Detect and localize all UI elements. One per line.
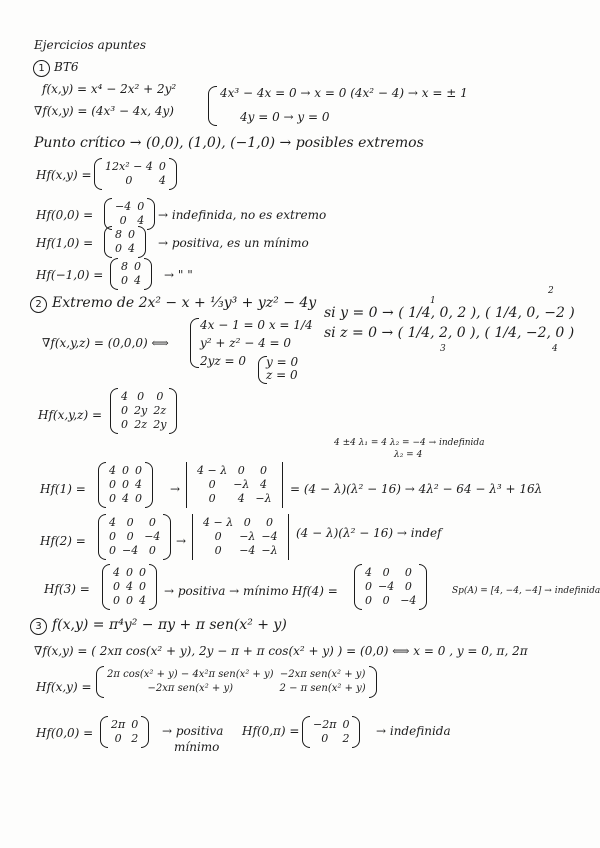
matrix-cell: 0 bbox=[404, 566, 412, 579]
page-header: Ejercicios apuntes bbox=[34, 38, 147, 52]
matrix-cell: 0 bbox=[137, 200, 145, 213]
ex2-h3-matrix bbox=[102, 566, 157, 608]
matrix-cell: 0 bbox=[135, 464, 142, 477]
ex2-case-z0: si z = 0 → ( 1/4, 2, 0 ), ( 1/4, −2, 0 ) bbox=[324, 325, 575, 341]
ex2-h1-determinant bbox=[186, 464, 283, 506]
ex1-critical-points: Punto crítico → (0,0), (1,0), (−1,0) → posibles extremos bbox=[34, 135, 424, 151]
matrix-cell: 4 bbox=[158, 174, 166, 187]
ex2-gradient: ∇f(x,y,z) = (0,0,0) ⟺ bbox=[42, 336, 169, 350]
ex3-h00-note: → positiva bbox=[162, 724, 224, 738]
ex2-system-eq2: y² + z² − 4 = 0 bbox=[200, 336, 292, 350]
matrix-cell: 0 bbox=[382, 594, 390, 607]
ex1-h10-label: Hf(1,0) = bbox=[36, 236, 94, 250]
matrix-cell: 0 bbox=[134, 260, 141, 273]
matrix-cell: −2π bbox=[313, 718, 337, 731]
matrix-cell: 2π bbox=[111, 718, 126, 731]
ex1-hm10-label: Hf(−1,0) = bbox=[36, 268, 104, 282]
ex2-system-eq3: 2yz = 0 bbox=[200, 354, 247, 368]
exercise-1-label: BT6 bbox=[54, 60, 79, 74]
matrix-cell: 0 bbox=[122, 478, 129, 491]
ex2-h3-label: Hf(3) = bbox=[44, 582, 90, 596]
matrix-cell: 0 bbox=[208, 478, 216, 491]
ex1-system-eq2: 4y = 0 → y = 0 bbox=[240, 110, 330, 124]
matrix-cell: 4 bbox=[122, 492, 129, 505]
matrix-cell: 4 bbox=[137, 214, 145, 227]
matrix-cell: 0 bbox=[208, 492, 216, 505]
ex2-h3-note: → positiva → mínimo bbox=[164, 584, 289, 598]
ex2-h1-label: Hf(1) = bbox=[40, 482, 86, 496]
matrix-cell: 4 bbox=[139, 594, 146, 607]
matrix-cell: 4 bbox=[121, 390, 128, 403]
matrix-cell: 0 bbox=[214, 544, 222, 557]
ex2-h1-arrow: → bbox=[170, 482, 181, 496]
matrix-cell: 0 bbox=[114, 732, 122, 745]
ex1-hessian-matrix bbox=[94, 160, 177, 188]
ex3-hessian-matrix bbox=[96, 668, 377, 696]
ex2-point-index-4: 4 bbox=[552, 344, 558, 354]
ex3-h00-matrix bbox=[100, 718, 149, 746]
matrix-cell: −λ bbox=[233, 478, 250, 491]
ex2-hessian-label: Hf(x,y,z) = bbox=[38, 408, 103, 422]
matrix-cell: −4 bbox=[239, 544, 256, 557]
matrix-cell: 0 bbox=[214, 530, 222, 543]
exercise-2-number: 2 bbox=[30, 296, 47, 313]
ex2-point-index-2: 2 bbox=[548, 286, 554, 296]
matrix-cell: 0 bbox=[109, 544, 116, 557]
matrix-cell: 0 bbox=[156, 390, 164, 403]
matrix-cell: 2z bbox=[134, 418, 147, 431]
ex2-h2-result: (4 − λ)(λ² − 16) → indef bbox=[296, 526, 442, 540]
matrix-cell: 0 bbox=[139, 566, 146, 579]
ex2-h1-result: = (4 − λ)(λ² − 16) → 4λ² − 64 − λ³ + 16λ bbox=[290, 482, 543, 496]
matrix-cell: 0 bbox=[109, 530, 116, 543]
matrix-cell: 0 bbox=[137, 390, 145, 403]
ex1-function: f(x,y) = x⁴ − 2x² + 2y² bbox=[42, 82, 177, 96]
matrix-cell: 0 bbox=[126, 566, 133, 579]
ex1-gradient: ∇f(x,y) = (4x³ − 4x, 4y) bbox=[34, 104, 174, 118]
ex2-sub-y: y = 0 bbox=[266, 355, 299, 369]
ex2-eigen-sub: λ₂ = 4 bbox=[394, 450, 423, 460]
ex1-h10-note: → positiva, es un mínimo bbox=[158, 236, 309, 250]
exercise-3-number: 3 bbox=[30, 618, 47, 635]
matrix-cell: −4 bbox=[378, 580, 395, 593]
ex2-h4-label: Hf(4) = bbox=[292, 584, 338, 598]
ex3-h0pi-note: → indefinida bbox=[376, 724, 451, 738]
matrix-cell: 4 bbox=[135, 478, 142, 491]
ex2-h2-determinant bbox=[192, 516, 289, 558]
ex2-h2-label: Hf(2) = bbox=[40, 534, 86, 548]
matrix-cell: 2 bbox=[342, 732, 350, 745]
ex2-point-index-1: 1 bbox=[430, 296, 436, 306]
exercise-1-number: 1 bbox=[33, 60, 50, 77]
matrix-cell: 0 bbox=[121, 418, 128, 431]
matrix-cell: 0 bbox=[121, 404, 128, 417]
ex1-hm10-note: → " " bbox=[164, 268, 193, 282]
matrix-cell: 4 bbox=[259, 478, 267, 491]
ex3-hessian-label: Hf(x,y) = bbox=[36, 680, 92, 694]
matrix-cell: 8 bbox=[115, 228, 122, 241]
matrix-cell: 0 bbox=[404, 580, 412, 593]
matrix-cell: 4 bbox=[109, 464, 116, 477]
ex2-hessian-matrix bbox=[110, 390, 177, 432]
ex2-title: Extremo de 2x² − x + ⅓y³ + yz² − 4y bbox=[52, 295, 317, 311]
matrix-cell: 4 bbox=[365, 566, 372, 579]
matrix-cell: 0 bbox=[243, 516, 251, 529]
ex1-hm10-matrix bbox=[110, 260, 152, 288]
matrix-cell: 0 bbox=[115, 242, 122, 255]
matrix-cell: 0 bbox=[126, 516, 134, 529]
matrix-cell: 0 bbox=[125, 174, 133, 187]
matrix-cell: 0 bbox=[113, 580, 120, 593]
matrix-cell: 2z bbox=[153, 404, 167, 417]
matrix-cell: 2y bbox=[153, 418, 167, 431]
matrix-cell: 4 bbox=[134, 274, 141, 287]
ex2-h4-matrix bbox=[354, 566, 427, 608]
ex2-point-index-3: 3 bbox=[440, 344, 446, 354]
ex1-h00-label: Hf(0,0) = bbox=[36, 208, 94, 222]
ex2-system-eq1: 4x − 1 = 0 x = 1/4 bbox=[200, 318, 313, 332]
matrix-cell: −λ bbox=[261, 544, 278, 557]
matrix-cell: 0 bbox=[266, 516, 274, 529]
matrix-cell: −4 bbox=[261, 530, 278, 543]
ex1-hessian-label: Hf(x,y) = bbox=[36, 168, 92, 182]
matrix-cell: 0 bbox=[126, 530, 134, 543]
matrix-cell: −2xπ sen(x² + y) bbox=[147, 683, 233, 694]
matrix-cell: 8 bbox=[121, 260, 128, 273]
matrix-cell: 0 bbox=[131, 718, 139, 731]
ex2-eigen-values: 4 ±4 λ₁ = 4 λ₂ = −4 → indefinida bbox=[334, 438, 485, 448]
matrix-cell: 2 bbox=[131, 732, 139, 745]
matrix-cell: −4 bbox=[400, 594, 417, 607]
matrix-cell: 0 bbox=[119, 214, 127, 227]
ex3-h0pi-label: Hf(0,π) = bbox=[242, 724, 300, 738]
matrix-cell: 0 bbox=[121, 274, 128, 287]
matrix-cell: 4 bbox=[113, 566, 120, 579]
ex3-h00-label: Hf(0,0) = bbox=[36, 726, 94, 740]
ex3-h0pi-matrix bbox=[302, 718, 360, 746]
matrix-cell: −λ bbox=[239, 530, 256, 543]
matrix-cell: 0 bbox=[148, 516, 156, 529]
ex1-system-brace bbox=[208, 86, 217, 126]
matrix-cell: 0 bbox=[342, 718, 350, 731]
ex2-h2-matrix bbox=[98, 516, 171, 558]
matrix-cell: 4 bbox=[109, 516, 116, 529]
matrix-cell: 0 bbox=[109, 478, 116, 491]
matrix-cell: 0 bbox=[259, 464, 267, 477]
matrix-cell: 0 bbox=[158, 160, 166, 173]
matrix-cell: 0 bbox=[382, 566, 390, 579]
matrix-cell: 4 bbox=[237, 492, 245, 505]
matrix-cell: 0 bbox=[365, 594, 372, 607]
matrix-cell: 0 bbox=[321, 732, 329, 745]
matrix-cell: 0 bbox=[139, 580, 146, 593]
matrix-cell: 0 bbox=[128, 228, 135, 241]
ex3-h00-note-2: mínimo bbox=[174, 740, 220, 754]
matrix-cell: 0 bbox=[148, 544, 156, 557]
matrix-cell: 0 bbox=[113, 594, 120, 607]
matrix-cell: 4 − λ bbox=[197, 464, 228, 477]
ex1-system-eq1: 4x³ − 4x = 0 → x = 0 (4x² − 4) → x = ± 1 bbox=[220, 86, 468, 100]
matrix-cell: 0 bbox=[126, 594, 133, 607]
ex2-system-brace bbox=[190, 318, 199, 368]
matrix-cell: 0 bbox=[237, 464, 245, 477]
matrix-cell: 4 bbox=[128, 242, 135, 255]
matrix-cell: 0 bbox=[365, 580, 372, 593]
ex2-h1-matrix bbox=[98, 464, 153, 506]
matrix-cell: −4 bbox=[115, 200, 132, 213]
matrix-cell: −2xπ sen(x² + y) bbox=[279, 669, 366, 680]
ex2-sub-z: z = 0 bbox=[266, 368, 298, 382]
matrix-cell: 0 bbox=[135, 492, 142, 505]
ex1-h00-note: → indefinida, no es extremo bbox=[158, 208, 327, 222]
matrix-cell: 4 bbox=[126, 580, 133, 593]
ex2-case-y0: si y = 0 → ( 1/4, 0, 2 ), ( 1/4, 0, −2 ) bbox=[324, 305, 575, 321]
matrix-cell: 4 − λ bbox=[203, 516, 234, 529]
ex3-gradient: ∇f(x,y) = ( 2xπ cos(x² + y), 2y − π + π cos(x² + y) ) = (0,0) ⟺ x = 0 , y = 0, π, 2π bbox=[34, 644, 528, 658]
matrix-cell: 0 bbox=[122, 464, 129, 477]
matrix-cell: 2y bbox=[134, 404, 148, 417]
ex3-function: f(x,y) = π⁴y² − πy + π sen(x² + y) bbox=[52, 617, 287, 633]
matrix-cell: 12x² − 4 bbox=[105, 160, 153, 173]
ex2-h2-arrow: → bbox=[176, 534, 187, 548]
ex2-h4-note: Sp(A) = [4, −4, −4] → indefinida bbox=[452, 586, 600, 596]
matrix-cell: −4 bbox=[144, 530, 161, 543]
matrix-cell: 2 − π sen(x² + y) bbox=[279, 683, 366, 694]
ex1-h00-matrix bbox=[104, 200, 155, 228]
matrix-cell: 2π cos(x² + y) − 4x²π sen(x² + y) bbox=[107, 669, 274, 680]
matrix-cell: −λ bbox=[255, 492, 272, 505]
matrix-cell: 0 bbox=[109, 492, 116, 505]
ex1-h10-matrix bbox=[104, 228, 146, 256]
matrix-cell: −4 bbox=[122, 544, 139, 557]
